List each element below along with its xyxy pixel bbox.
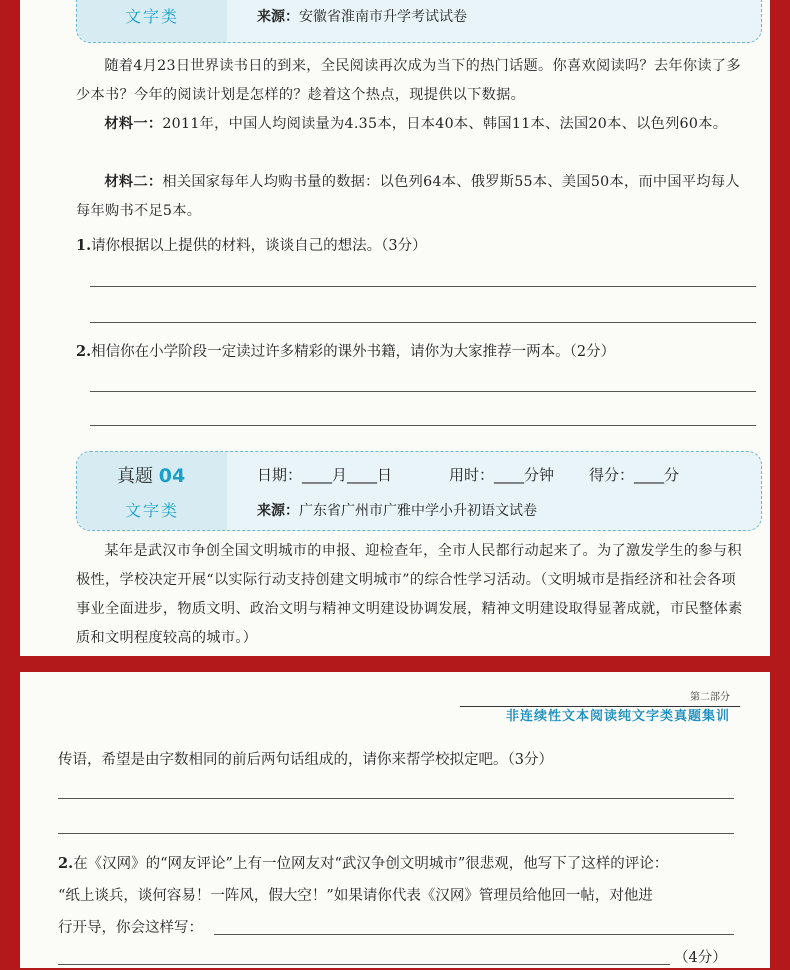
header-rule [460, 706, 740, 707]
material-1 [76, 110, 748, 139]
answer-line[interactable] [90, 322, 756, 323]
date-field: 日期：____月____日 [257, 466, 393, 484]
question-2-number: 2. [76, 343, 92, 360]
source [257, 6, 467, 26]
time-field: 用时：____分钟 [449, 466, 555, 484]
score-field: 得分：____分 [589, 466, 680, 484]
answer-line[interactable] [90, 391, 756, 392]
passage-paragraph: 某年是武汉市争创全国文明城市的申报、迎检查年，全市人民都行动起来了。为了激发学生的参与积极性，学校决定开展“以实际行动支持创建文明城市”的综合性学习活动。（文明城市是指经济和社会各项事业全面进步，物质文明、政治文明与精神文明建设协调发展，精神文明建设取得显著成就，市民整体素质和文明程度较高的城市。） [76, 543, 743, 646]
material-2 [76, 168, 748, 226]
question-2-line-2: “纸上谈兵，谈何容易！一阵风，假大空！”如果请你代表《汉网》管理员给他回一帖，对他进 [58, 888, 653, 904]
question-1-number: 1. [76, 237, 92, 254]
zhenti-number: 04 [158, 465, 186, 487]
question-2-text: 在《汉网》的“网友评论”上有一位网友对“武汉争创文明城市”很悲观，他写下了这样的评论： [73, 856, 669, 872]
intro-paragraph: 随着4月23日世界读书日的到来，全民阅读再次成为当下的热门话题。你喜欢阅读吗？去年你读了多少本书？今年的阅读计划是怎样的？趁着这个热点，现提供以下数据。 [76, 58, 741, 103]
category-label: 文字类 [125, 501, 180, 520]
material-2-label: 材料二： [104, 174, 163, 190]
question-1-text: 请你根据以上提供的材料，谈谈自己的想法。（3分） [91, 238, 427, 254]
section-small-label: 第二部分 [690, 692, 730, 703]
source-key: 来源： [257, 503, 299, 519]
source-value: 安徽省淮南市升学考试试卷 [299, 9, 467, 25]
section-title: 非连续性文本阅读纯文字类真题集训 [505, 709, 730, 724]
answer-line[interactable] [90, 425, 756, 426]
page-bottom [20, 672, 770, 968]
material-2-text: 相关国家每年人均购书量的数据：以色列64本、俄罗斯55本、美国50本，而中国平均每人每年购书不足5本。 [76, 174, 740, 219]
source-key: 来源： [257, 9, 299, 25]
question-2-line-3: 行开导，你会这样写： [58, 920, 203, 936]
zhenti-label [117, 462, 185, 488]
source-value: 广东省广州市广雅中学小升初语文试卷 [299, 503, 537, 519]
question-2-number: 2. [58, 855, 74, 872]
source [257, 500, 537, 520]
page-top [20, 0, 770, 656]
question-2 [76, 340, 615, 364]
continued-question: 传语，希望是由字数相同的前后两句话组成的，请你来帮学校拟定吧。（3分） [58, 752, 553, 768]
answer-line[interactable] [90, 286, 756, 287]
header-box-2 [76, 451, 762, 531]
answer-line[interactable] [58, 833, 734, 834]
question-2-score: （4分） [674, 950, 727, 966]
zhenti-text: 真题 [117, 466, 153, 487]
header-box-1 [76, 0, 762, 43]
material-1-text: 2011年，中国人均阅读量为4.35本，日本40本、韩国11本、法国20本、以色列60本。 [162, 116, 728, 132]
material-1-label: 材料一： [104, 116, 163, 132]
question-2-line-1 [58, 852, 668, 876]
question-2-text: 相信你在小学阶段一定读过许多精彩的课外书籍，请你为大家推荐一两本。（2分） [91, 344, 616, 360]
answer-line[interactable] [214, 934, 734, 935]
question-1 [76, 234, 427, 258]
answer-line[interactable] [58, 964, 670, 965]
category-label: 文字类 [125, 7, 180, 26]
answer-line[interactable] [58, 798, 734, 799]
